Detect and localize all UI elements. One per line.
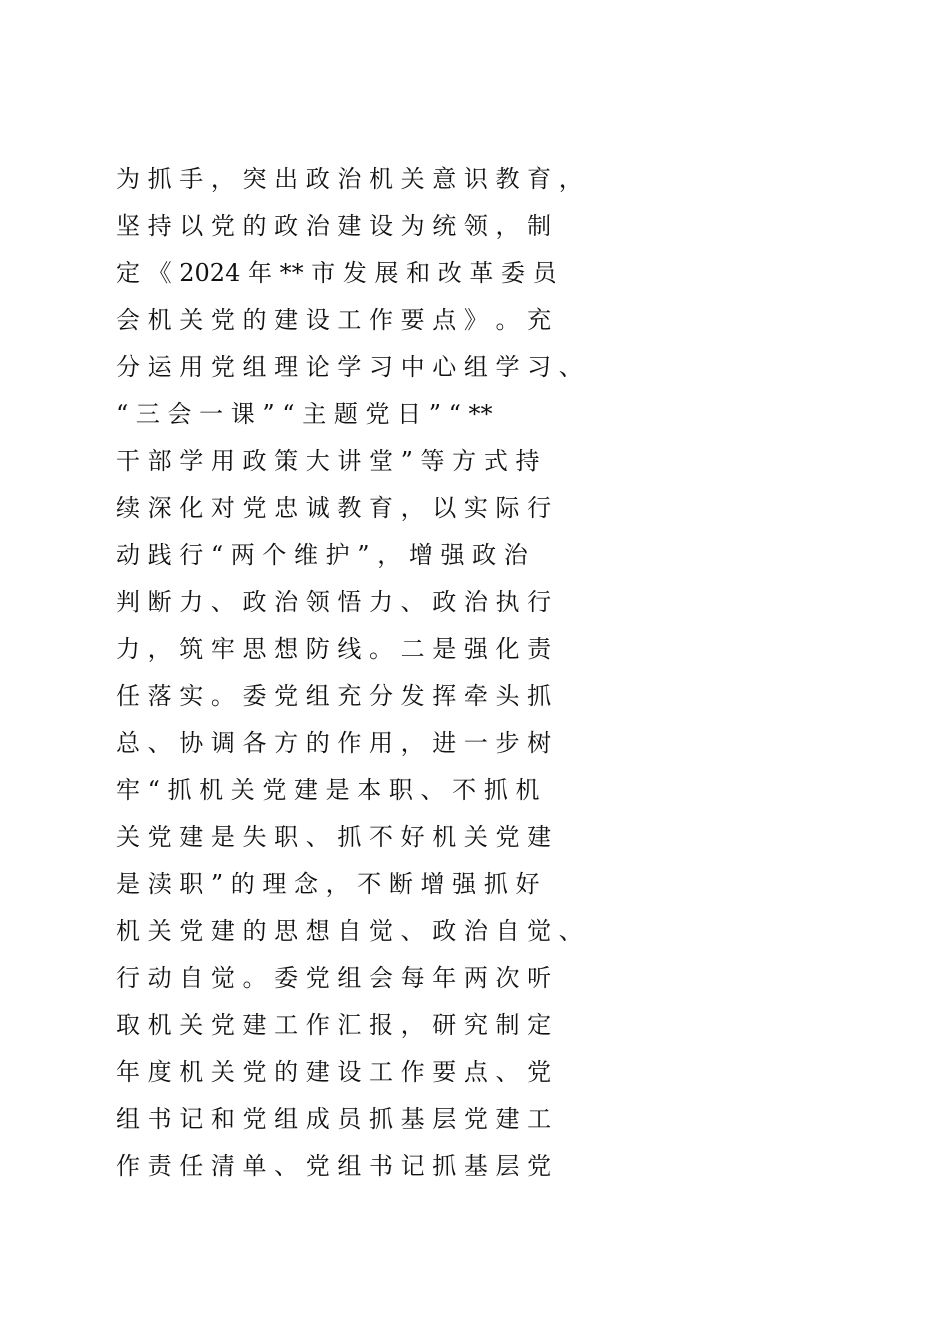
text-line: 力 ， 筑 牢 思 想 防 线 。 二 是 强 化 责 (116, 635, 552, 663)
text-line: 分 运 用 党 组 理 论 学 习 中 心 组 学 习 、 (116, 353, 583, 381)
text-line: 总 、 协 调 各 方 的 作 用 ， 进 一 步 树 (116, 729, 552, 757)
text-line: 行 动 自 觉 。 委 党 组 会 每 年 两 次 听 (116, 964, 552, 992)
text-line: 坚 持 以 党 的 政 治 建 设 为 统 领 ， 制 (116, 212, 552, 240)
text-line: “ 三 会 一 课 ” “ 主 题 党 日 ” “ ** (116, 400, 493, 428)
text-line: 年 度 机 关 党 的 建 设 工 作 要 点 、 党 (116, 1058, 552, 1086)
text-line: 干 部 学 用 政 策 大 讲 堂 ” 等 方 式 持 (116, 447, 540, 475)
text-line: 是 渎 职 ” 的 理 念 ， 不 断 增 强 抓 好 (116, 870, 540, 898)
text-line: 定 《 2024 年 ** 市 发 展 和 改 革 委 员 (116, 259, 557, 287)
text-line: 会 机 关 党 的 建 设 工 作 要 点 》 。 充 (116, 306, 552, 334)
document-body (116, 156, 816, 1190)
text-line: 取 机 关 党 建 工 作 汇 报 ， 研 究 制 定 (116, 1011, 552, 1039)
text-line: 机 关 党 建 的 思 想 自 觉 、 政 治 自 觉 、 (116, 917, 583, 945)
text-line: 为 抓 手 ， 突 出 政 治 机 关 意 识 教 育 ， (116, 165, 583, 193)
text-line: 关 党 建 是 失 职 、 抓 不 好 机 关 党 建 (116, 823, 552, 851)
text-line: 组 书 记 和 党 组 成 员 抓 基 层 党 建 工 (116, 1105, 552, 1133)
text-line: 任 落 实 。 委 党 组 充 分 发 挥 牵 头 抓 (116, 682, 552, 710)
text-line: 判 断 力 、 政 治 领 悟 力 、 政 治 执 行 (116, 588, 552, 616)
text-line: 作 责 任 清 单 、 党 组 书 记 抓 基 层 党 (116, 1152, 552, 1180)
text-line: 续 深 化 对 党 忠 诚 教 育 ， 以 实 际 行 (116, 494, 552, 522)
text-line: 动 践 行 “ 两 个 维 护 ” ， 增 强 政 治 (116, 541, 528, 569)
text-line: 牢 “ 抓 机 关 党 建 是 本 职 、 不 抓 机 (116, 776, 540, 804)
